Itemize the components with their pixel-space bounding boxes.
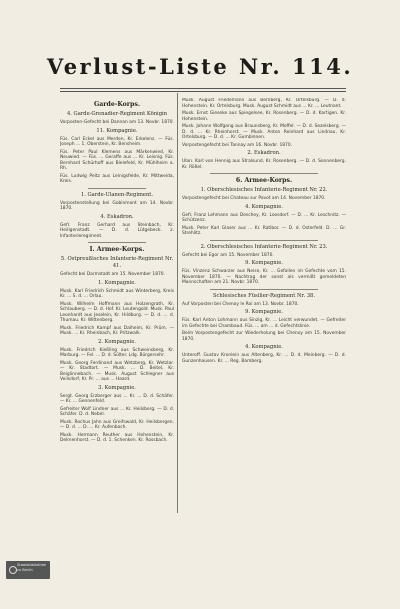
casualty-entry: Vorpostengefecht bei Chateau sur Pavot am 14. November 1870. [182, 196, 326, 201]
casualty-entry: Gefr. Franz Lehmann aus Deschey, Kr. Loosdorf. — D. ... Kr. Leschnitz. — Schützenz. [182, 212, 346, 223]
section-separator [88, 188, 146, 189]
casualty-entry: Musk. Karl Friedrich Schmidt aus Winterberg, Kreis Kr. ... S. d. ... Orlau. [60, 288, 174, 299]
unit-heading: Schlesisches Füsilier-Regiment Nr. 38. [212, 292, 316, 299]
casualty-entry: Musk. Ernst Gieseke aus Spiegelsee, Kr. Rosenberg. — D. d. Kartigen. Kr. Hohenstein. [182, 111, 346, 122]
right-column [182, 98, 346, 366]
unit-heading: 4. Eskadron. [100, 213, 134, 220]
casualty-entry: Gefreiter Wolf Lindner aus ... Kr. Heilsberg. — D. d. Schäfer. D. d. Nebel. [60, 406, 174, 417]
casualty-entry: Füs. Karl Anton Lohmann aus Sinzig, Kr. ... Leicht verwundet. — Gefreiter im Gefechte bei Chambaud. Füs. ... am ... d. Gefechtslinie. [182, 318, 346, 329]
casualty-entry: Musk. August Friedemann aus Bernberg, Kr. Ortelsburg. — D. d. Hohenstein. Kr. Ortelsburg. Musk. August Schmidt aus ... Kr. ... Leutnant. [182, 98, 346, 109]
unit-heading: 9. Kompagnie. [245, 309, 283, 315]
section-separator [210, 289, 318, 290]
corps-heading: I. Armee-Korps. [89, 246, 145, 253]
casualty-entry: Gefecht bei Egor am 15. November 1870. [182, 252, 274, 258]
casualty-entry: Ulan. Karl von Hennig aus Stralsund, Kr. Rosenberg. — D. d. Sonnenberg. Kr. Rößel. [182, 159, 346, 170]
casualty-entry: Vorposten-Gefecht bei Dannan am 13. Novbr. 1870. [60, 120, 174, 125]
corps-heading: 6. Armee-Korps. [235, 177, 293, 184]
casualty-entry: Füs. Carl Eckel aus Merden, Kr. Erkelenz. — Füs. Joseph ... 1. Oberstein, Kr. Bensheim. [60, 136, 174, 147]
casualty-entry: Musk. Friedrich Kampf aus Dalheim, Kr. Prüm. — Musk. ... Kr. Rheinbach, Kr. Pritzwalk. [60, 325, 174, 336]
casualty-entry: Beim Vorpostengefecht zur Wiederholung bei Chenoy am 15. November 1870. [182, 331, 346, 342]
unit-heading: 2. Oberschlesisches Infanterie-Regiment Nr. 23. [200, 243, 328, 250]
unit-heading: 4. Kompagnie. [245, 344, 283, 350]
unit-heading: 1. Garde-Ulanen-Regiment. [80, 191, 154, 198]
unit-heading: 2. Kompagnie. [98, 338, 136, 345]
casualty-entry: Musk. Friedrich Kießling aus Schweinsberg, Kr. Marburg. — Fel. ... D. d. Sülter. Ldg. Bürgersehr. [60, 347, 174, 358]
unit-heading: 11. Kompagnie. [96, 127, 138, 134]
casualty-entry: Musk. Hermann Reuther aus Hohenstein, Kr. Delmenhorst. — D. d. 1. Schenken. Kr. Rossbach. [60, 432, 174, 443]
unit-heading: 4. Garde-Grenadier-Regiment Königin [66, 111, 168, 117]
unit-heading: 9. Kompagnie. [245, 260, 283, 266]
unit-heading: 2. Eskadron. [247, 150, 281, 156]
casualty-entry: Füs. Vinzenz Schwarzer aus Neise, Kr. ... Gefallen im Gefechte vom 15. November 1870. — Nachtrag der sonst als vermißt gemeldeten Mannschaften am 21. Novbr. 1870. [182, 269, 346, 285]
unit-heading: 1. Oberschlesisches Infanterie-Regiment Nr. 22. [200, 187, 328, 193]
section-separator [210, 173, 318, 174]
casualty-entry: Gefecht bei Darmstadt am 15. November 1870. [60, 272, 165, 277]
casualty-entry: Musk. Peter Karl Glaser aus ... Kr. Ratibor. — D. d. Osterfeld. D. ... Gr. Strehlitz. [182, 225, 346, 236]
casualty-entry: Musk. Wilhelm Hoffmann aus Holzengrath, Kr. Schlauberg. — D. d. Hof. Kr. Leutengold. Musk. Paul Leonhardt aus Jeselein, Kr. Hildburg. — D. d. ... d. Thumau. Kr. Wittenberg. [60, 301, 174, 323]
casualty-entry: Füs. Peter Paul Klemens aus Märkenwied, Kr. Neuwied. — Füs. ... Geraffe aus ... Kr. Leisnig. Füs. Bernhard Schürhoff aus Bielefeld, Kr. Mühlheim a. Rh. [60, 149, 174, 171]
unit-heading: 5. Ostpreußisches Infanterie-Regiment Nr. 41. [60, 256, 174, 269]
casualty-entry: Sergt. Georg Erzberger aus ... Kr. ... D. d. Schäfer. — Kr. ... Gennenfeld. [60, 393, 174, 404]
casualty-entry: Auf Vorposten bei Chenoy le Roi am 13. Novbr. 1870. [182, 301, 299, 307]
library-logo-icon [9, 566, 17, 574]
casualty-entry: Musk. Georg Ferdinand aus Wetzberg, Kr. Wetzlar. — Kr. Stadtort. — Musk. ... D. Beitel, Kr. Beiglinnebach. — Musk. August Schlegner aus Veilsdorf, Kr. Pr. ... aus ... Haard. [60, 360, 174, 382]
badge-line-2: zu Berlin [17, 568, 33, 572]
casualty-entry: Unteroff. Gustav Kronlein aus Altenberg, Kr. ... D. d. Meinberg. — D. d. Gunzenhausen. Kr. ... Reg. Bamberg. [182, 353, 346, 364]
section-separator [210, 240, 318, 241]
unit-heading: 3. Kompagnie. [98, 384, 136, 391]
unit-heading: 1. Kompagnie. [98, 279, 136, 286]
section-separator [88, 242, 146, 243]
casualty-entry: Musk. Rochus Jahn aus Greifswald, Kr. Heilsbergen. — D. d. ... D. ... Kr. Aufenbach. [60, 419, 174, 430]
badge-line-1: Staatsbibliothek [17, 563, 47, 567]
casualty-entry: Gefr. Franz Gerhard aus Steinbach, Kr. Heiligenstadt. — D. d. Lütgebeck. z. Infanterieregiment. [60, 222, 174, 239]
casualty-entry: Musk. Johann Wolfgang aus Braunsberg, Kr. Moffel. — D. d. Sezelsberg. — D. d. ... Kr. Rheinhorst. — Musk. Anton Reinhard aus Lindnau, Kr. Ortelsburg. — D. d. ... Kr. Gumbinnen. [182, 124, 346, 140]
title-rule-bottom [60, 91, 346, 92]
left-column [60, 98, 174, 446]
title-rule-top [60, 88, 346, 89]
page-title: Verlust-Liste Nr. 114. [46, 54, 354, 79]
corps-heading: Garde-Korps. [94, 101, 140, 108]
library-badge [6, 561, 50, 579]
casualty-entry: Vorpostengefecht bei Tannay am 16. Novbr. 1870. [182, 142, 293, 148]
column-divider [177, 93, 178, 513]
unit-heading: 4. Kompagnie. [245, 203, 283, 210]
casualty-entry: Vorpostenstellung bei Gobinmont am 14. Novbr. 1870. [60, 200, 174, 211]
casualty-entry: Füs. Ludwig Peitz aus Leinigsfelde, Kr. Mittweida, Kreis. [60, 173, 174, 184]
